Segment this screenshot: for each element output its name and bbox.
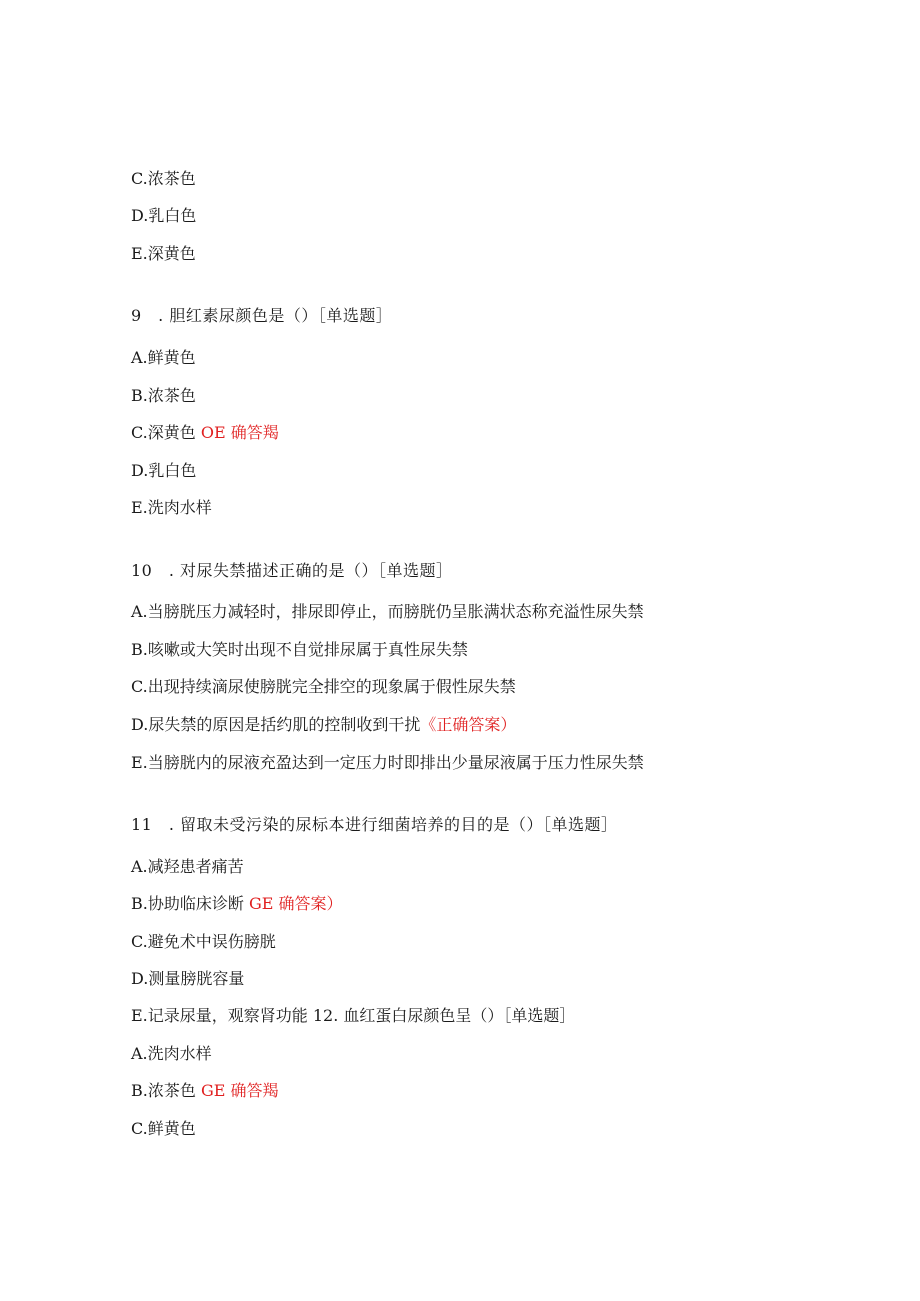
option-q12-c: C.鲜黄色 bbox=[131, 1119, 196, 1138]
option-q10-c: C.出现持续滴尿使膀胱完全排空的现象属于假性尿失禁 bbox=[131, 677, 516, 696]
option-q10-e: E.当膀胱内的尿液充盈达到一定压力时即排出少量尿液属于压力性尿失禁 bbox=[131, 753, 644, 772]
question-9-stem: 9 . 胆红素尿颜色是（）［单选题］ bbox=[131, 306, 393, 325]
question-11-stem: 11 . 留取未受污染的尿标本进行细菌培养的目的是（）［单选题］ bbox=[131, 815, 618, 834]
option-q9-e: E.洗肉水样 bbox=[131, 498, 212, 517]
option-q10-a: A.当膀胱压力减轻时，排尿即停止，而膀胱仍呈胀满状态称充溢性尿失禁 bbox=[131, 602, 644, 621]
option-q9-a: A.鲜黄色 bbox=[131, 348, 196, 367]
option-q8-e: E.深黄色 bbox=[131, 244, 196, 263]
answer-mark: OE 确答羯 bbox=[200, 423, 279, 442]
option-q9-b: B.浓茶色 bbox=[131, 386, 196, 405]
option-q8-d: D.乳白色 bbox=[131, 206, 197, 225]
option-q10-b: B.咳嗽或大笑时出现不自觉排尿属于真性尿失禁 bbox=[131, 640, 468, 659]
answer-mark: 《正确答案） bbox=[420, 715, 517, 734]
answer-mark: GE 确答案） bbox=[248, 894, 343, 913]
option-q10-d: D.尿失禁的原因是括约肌的控制收到干扰《正确答案） bbox=[131, 715, 517, 734]
option-q11-c: C.避免术中误伤膀胱 bbox=[131, 932, 276, 951]
option-q12-a: A.洗肉水样 bbox=[131, 1044, 212, 1063]
question-10-stem: 10 . 对尿失禁描述正确的是（）［单选题］ bbox=[131, 561, 453, 580]
option-q11-b: B.协助临床诊断 GE 确答案） bbox=[131, 894, 343, 913]
option-q9-c: C.深黄色 OE 确答羯 bbox=[131, 423, 279, 442]
option-q11-e: E.记录尿量，观察肾功能 12. 血红蛋白尿颜色呈（）［单选题］ bbox=[131, 1006, 576, 1025]
option-q12-b: B.浓茶色 GE 确答羯 bbox=[131, 1081, 279, 1100]
option-q9-d: D.乳白色 bbox=[131, 461, 197, 480]
answer-mark: GE 确答羯 bbox=[200, 1081, 279, 1100]
option-q11-d: D.测量膀胱容量 bbox=[131, 969, 245, 988]
option-q11-a: A.减羟患者痛苦 bbox=[131, 857, 244, 876]
option-q8-c: C.浓茶色 bbox=[131, 169, 196, 188]
